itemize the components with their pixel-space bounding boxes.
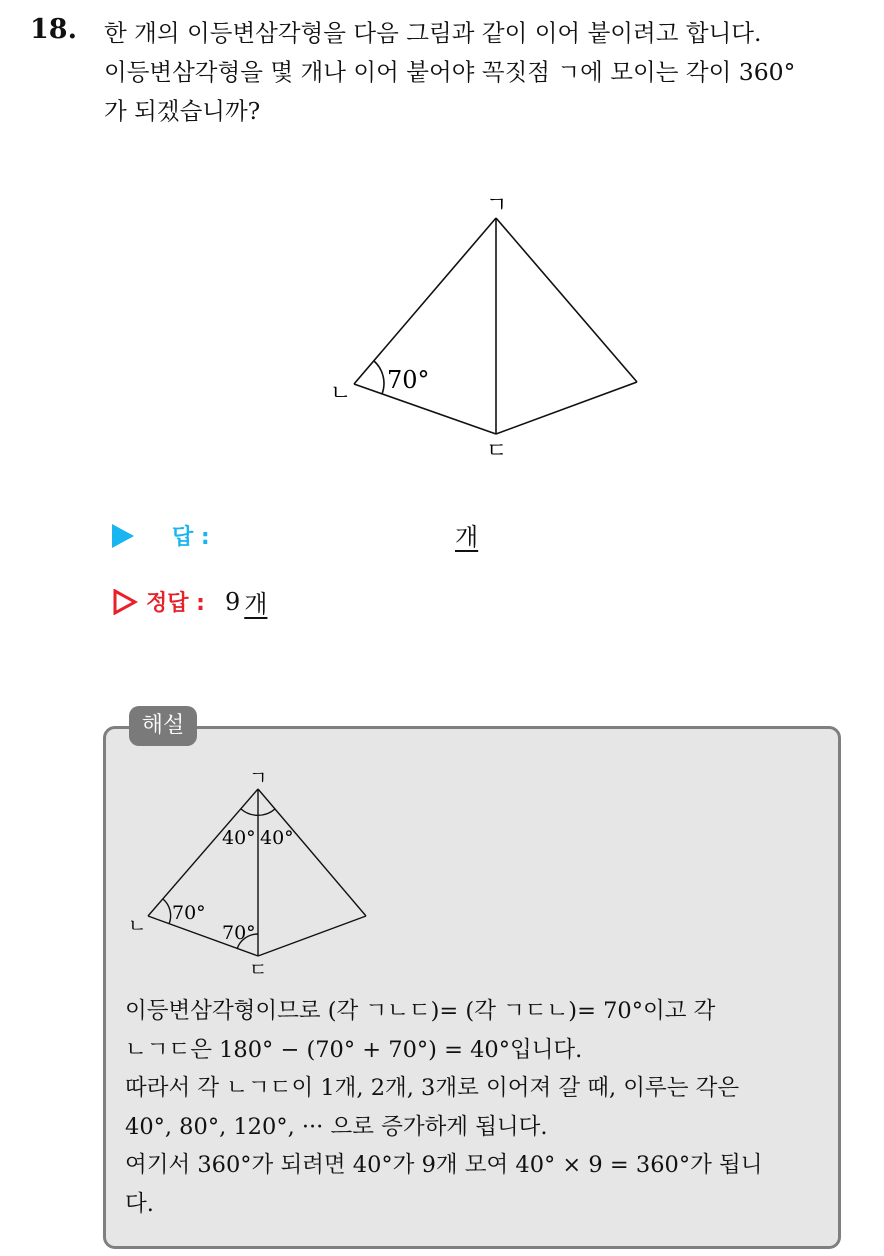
vertex-top-label: ㄱ bbox=[249, 767, 268, 789]
angle-label-left: 70° bbox=[172, 902, 206, 924]
question-line: 가 되겠습니까? bbox=[104, 97, 261, 125]
vertex-top-label: ㄱ bbox=[486, 193, 508, 218]
angle-label-top-right: 40° bbox=[260, 827, 294, 849]
correct-unit: 개 bbox=[244, 590, 268, 618]
question-line: 이등변삼각형을 몇 개나 이어 붙어야 꼭짓점 ㄱ에 모이는 각이 360° bbox=[104, 58, 796, 86]
question-line: 한 개의 이등변삼각형을 다음 그림과 같이 이어 붙이려고 합니다. bbox=[104, 19, 762, 47]
edge-right-bottom bbox=[258, 916, 366, 956]
vertex-bottom-label: ㄷ bbox=[249, 959, 268, 981]
vertex-left-label: ㄴ bbox=[128, 915, 147, 937]
correct-label: 정답 : bbox=[146, 591, 205, 616]
correct-value: 9 bbox=[224, 587, 241, 616]
explanation-line: 따라서 각 ㄴㄱㄷ이 1개, 2개, 3개로 이어져 갈 때, 이루는 각은 bbox=[125, 1075, 740, 1101]
vertex-bottom-label: ㄷ bbox=[486, 439, 508, 464]
angle-label-top-left: 40° bbox=[222, 827, 256, 849]
angle-label-left: 70° bbox=[387, 366, 430, 394]
answer-label: 답 : bbox=[172, 525, 210, 550]
explanation-line: 여기서 360°가 되려면 40°가 9개 모여 40° × 9 = 360°가 됩니 bbox=[125, 1152, 763, 1178]
explanation-line: ㄴㄱㄷ은 180° − (70° + 70°) = 40°입니다. bbox=[125, 1036, 583, 1063]
question-number: 18. bbox=[30, 14, 77, 45]
answer-unit: 개 bbox=[455, 523, 479, 551]
explanation-line: 40°, 80°, 120°, ··· 으로 증가하게 됩니다. bbox=[125, 1113, 548, 1140]
explanation-tab: 해설 bbox=[129, 706, 197, 746]
explanation-text bbox=[125, 992, 835, 1223]
angle-label-bottom: 70° bbox=[222, 922, 256, 944]
edge-top-right bbox=[258, 789, 366, 916]
angle-arc-left bbox=[163, 899, 171, 924]
explanation-line: 이등변삼각형이므로 (각 ㄱㄴㄷ)= (각 ㄱㄷㄴ)= 70°이고 각 bbox=[125, 998, 716, 1024]
edge-top-left bbox=[148, 789, 258, 916]
vertex-left-label: ㄴ bbox=[330, 381, 352, 406]
explanation-line: 다. bbox=[125, 1190, 154, 1217]
